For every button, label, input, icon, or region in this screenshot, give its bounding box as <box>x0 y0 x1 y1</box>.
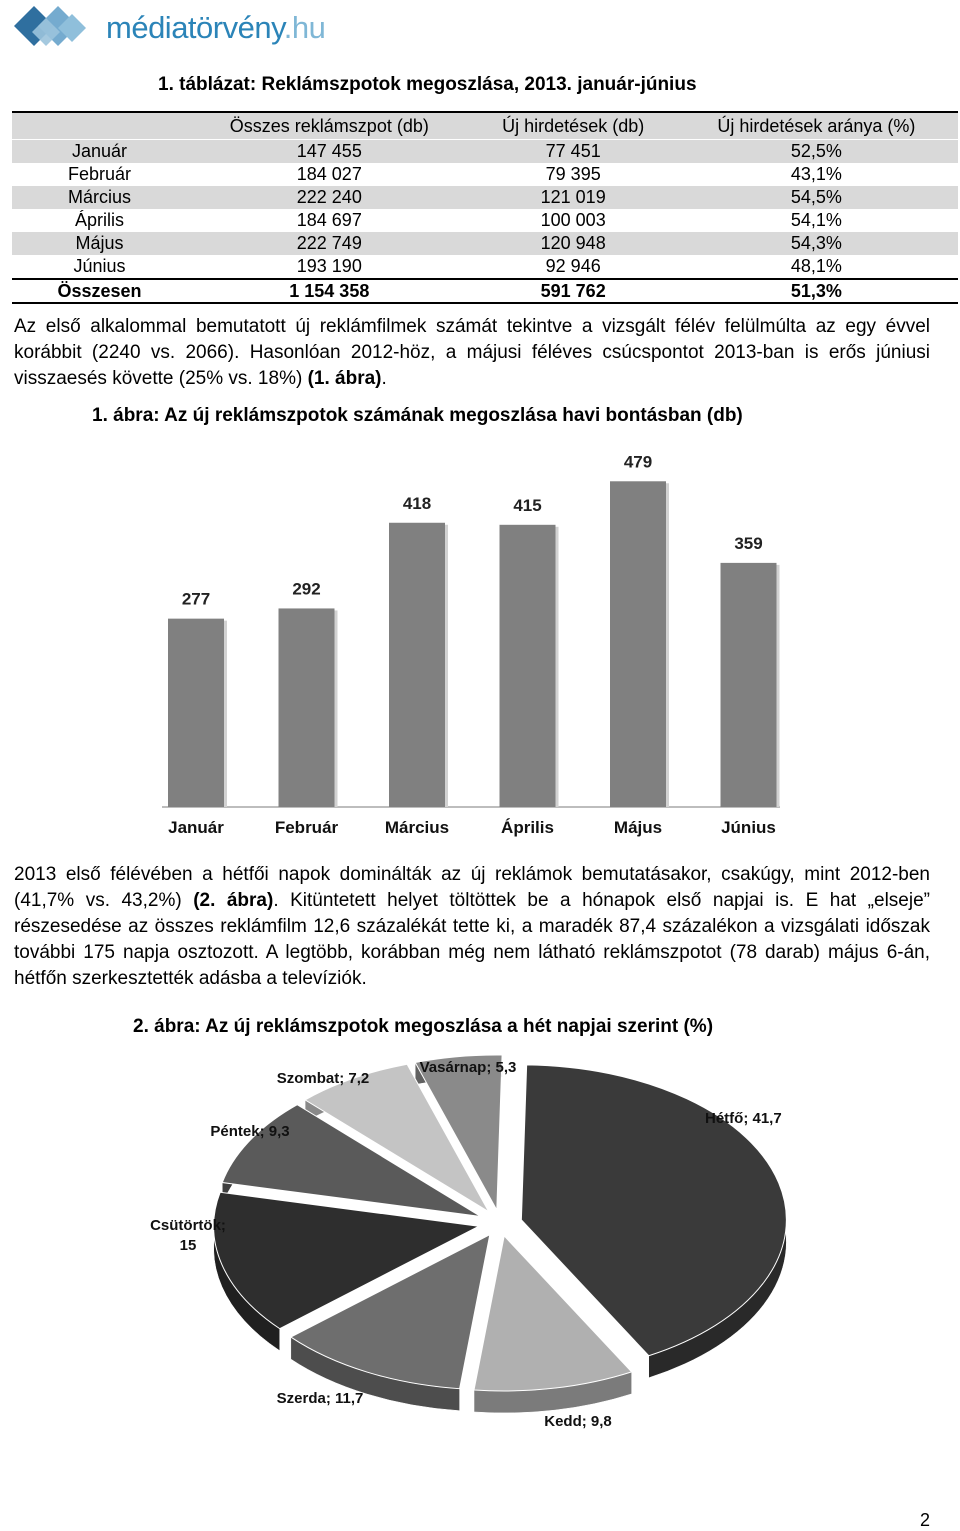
table-cell: 193 190 <box>187 255 472 279</box>
figure-1-title: 1. ábra: Az új reklámszpotok számának megoszlása havi bontásban (db) <box>92 405 743 426</box>
table-cell: 147 455 <box>187 140 472 164</box>
table-cell: Április <box>12 209 187 232</box>
paragraph-2 <box>14 862 930 992</box>
bar <box>610 481 666 807</box>
table-cell: 184 027 <box>187 163 472 186</box>
table-cell: Február <box>12 163 187 186</box>
paragraph-1 <box>14 314 930 392</box>
table-row <box>12 186 958 209</box>
table-cell: 54,5% <box>675 186 958 209</box>
column-header <box>12 112 187 140</box>
paragraph-text: Az első alkalommal bemutatott új reklámfilmek számát tekintve a vizsgált félév felülmúlta az egy évvel korábbit (2240 vs. 2066). Hasonlóan 2012-höz, a májusi féléves csúcspontot 2013-ban is erős júniusi visszaesés követte (25% vs. 18%) <box>14 316 930 389</box>
bar-data-label: 359 <box>734 533 763 553</box>
table-row <box>12 163 958 186</box>
pie-data-label: 15 <box>179 1237 197 1254</box>
bar-data-label: 415 <box>513 495 542 515</box>
logo-tld: .hu <box>283 10 326 45</box>
pie-data-label: Kedd; 9,8 <box>544 1413 612 1430</box>
table-cell: 121 019 <box>472 186 675 209</box>
pie-data-label: Szerda; 11,7 <box>276 1390 364 1407</box>
paragraph-end: . <box>381 368 387 389</box>
bar-data-label: 277 <box>181 589 211 609</box>
bar-data-label: 418 <box>402 493 432 513</box>
table-cell: 77 451 <box>472 140 675 164</box>
table-cell: 51,3% <box>675 279 958 303</box>
table-cell: 52,5% <box>675 140 958 164</box>
paragraph-text: . Kitüntetett helyet töltöttek be a hónapok első napjai is. E hat „elseje” részesedése az összes reklámfilm 12,6 százalékát tette ki, a maradék 87,4 százalékon a vizsgálati időszak további 175 napja osztozott. A legtöbb, korábban még nem látható reklámszpotot (78 darab) május 6-án, hétfőn szerkesztették adásba a televíziók. <box>14 890 930 989</box>
bar <box>389 523 445 807</box>
bar-data-label: 479 <box>623 452 653 472</box>
table-cell: 92 946 <box>472 255 675 279</box>
logo-diamond-icon <box>10 4 100 52</box>
column-header: Új hirdetések aránya (%) <box>675 112 958 140</box>
logo-text <box>106 10 325 46</box>
logo-main: médiatörvény <box>106 10 284 45</box>
table-cell: 591 762 <box>472 279 675 303</box>
table-cell: 48,1% <box>675 255 958 279</box>
pie-data-label: Vasárnap; 5,3 <box>419 1059 517 1076</box>
bar <box>279 608 335 807</box>
table-cell: 79 395 <box>472 163 675 186</box>
table-cell: Június <box>12 255 187 279</box>
bar <box>721 563 777 807</box>
figure-reference: (1. ábra) <box>307 368 382 389</box>
ad-spots-table <box>12 111 958 304</box>
bar <box>168 619 224 807</box>
page-number: 2 <box>919 1510 930 1530</box>
table-cell: Összesen <box>12 279 187 303</box>
table-cell: 54,1% <box>675 209 958 232</box>
table-cell: Január <box>12 140 187 164</box>
category-tick-label: Február <box>274 818 339 837</box>
table-row <box>12 140 958 164</box>
pie-data-label: Péntek; 9,3 <box>210 1123 290 1140</box>
table-cell: 222 749 <box>187 232 472 255</box>
category-tick-label: Április <box>501 818 554 837</box>
category-tick-label: Június <box>721 818 776 837</box>
table-cell: 222 240 <box>187 186 472 209</box>
category-tick-label: Január <box>168 818 224 837</box>
table-cell: 43,1% <box>675 163 958 186</box>
pie-data-label: Hétfő; 41,7 <box>705 1110 782 1127</box>
paragraph-text: 2013 első félévében a hétfői napok dominálták az új reklámok bemutatásakor, csakúgy, mint 2012-ben (41,7% vs. 43,2%) <box>14 864 930 911</box>
pie-data-label: Csütörtök; <box>150 1217 226 1234</box>
site-logo[interactable] <box>10 4 326 52</box>
table-cell: 120 948 <box>472 232 675 255</box>
table-row <box>12 232 958 255</box>
figure-2-title: 2. ábra: Az új reklámszpotok megoszlása a hét napjai szerint (%) <box>133 1016 714 1037</box>
bar-data-label: 292 <box>292 579 321 599</box>
table-cell: 1 154 358 <box>187 279 472 303</box>
table-total-row <box>12 279 958 303</box>
bar <box>500 525 556 807</box>
table-cell: Május <box>12 232 187 255</box>
category-tick-label: Május <box>613 818 663 837</box>
table-cell: Március <box>12 186 187 209</box>
column-header: Új hirdetések (db) <box>472 112 675 140</box>
figure-reference: (2. ábra) <box>193 890 274 911</box>
pie-data-label: Szombat; 7,2 <box>276 1070 370 1087</box>
weekday-pie-chart <box>0 1048 960 1448</box>
column-header: Összes reklámszpot (db) <box>187 112 472 140</box>
table-row <box>12 255 958 279</box>
table-row <box>12 209 958 232</box>
monthly-bar-chart <box>0 440 960 860</box>
table-cell: 100 003 <box>472 209 675 232</box>
table-title: 1. táblázat: Reklámszpotok megoszlása, 2013. január-június <box>158 74 697 95</box>
table-cell: 184 697 <box>187 209 472 232</box>
table-header-row <box>12 112 958 140</box>
category-tick-label: Március <box>384 818 450 837</box>
table-cell: 54,3% <box>675 232 958 255</box>
